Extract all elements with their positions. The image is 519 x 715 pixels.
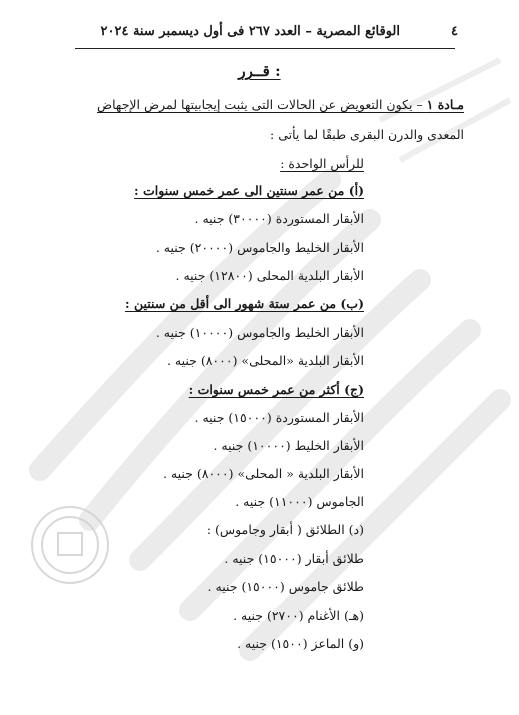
list-item: الأبقار المستوردة (١٥٠٠٠) جنيه . (194, 410, 364, 425)
list-item: الأبقار المستوردة (٣٠٠٠٠) جنيه . (194, 211, 364, 226)
list-item: الجاموس (١١٠٠٠) جنيه . (235, 494, 364, 509)
section-b-title: (ب) من عمر ستة شهور الى أقل من سنتين : (125, 296, 364, 311)
list-item: طلائق أبقار (١٥٠٠٠) جنيه . (224, 551, 364, 566)
list-item: الأبقار البلدية «المحلى» (٨٠٠٠) جنيه . (166, 353, 364, 368)
list-item: طلائق جاموس (١٥٠٠٠) جنيه . (207, 579, 364, 594)
article-label: مـادة ١ (426, 97, 464, 112)
section-e-item: (هـ) الأغنام (٢٧٠٠) جنيه . (233, 608, 364, 623)
article-text: – يكون التعويض عن الحالات التى يثبت إيجابيتها لمرض الإجهاض (97, 97, 427, 112)
decision-heading: قــرر : (238, 62, 281, 80)
seal-stamp (32, 507, 108, 583)
page-number: ٤ (451, 24, 458, 39)
list-item: الأبقار البلدية « المحلى» (٨٠٠٠) جنيه . (162, 466, 364, 481)
section-f-item: (و) الماعز (١٥٠٠) جنيه . (237, 636, 364, 651)
article-second-line: المعدى والدرن البقرى طبقًا لما يأتى : (270, 127, 464, 142)
list-item: الأبقار الخليط والجاموس (٢٠٠٠٠) جنيه . (155, 240, 364, 255)
article-first-line (97, 97, 464, 112)
page-header (60, 22, 460, 44)
per-head-label: للرأس الواحدة : (280, 156, 364, 171)
section-d-title: (د) الطلائق ( أبقار وجاموس) : (206, 522, 364, 537)
header-divider (75, 48, 455, 49)
section-a-title: (أ) من عمر سنتين الى عمر خمس سنوات : (134, 183, 364, 198)
list-item: الأبقار الخليط (١٠٠٠٠) جنيه . (213, 438, 364, 453)
section-c-title: (ج) أكثر من عمر خمس سنوات : (188, 382, 364, 397)
list-item: الأبقار الخليط والجاموس (١٠٠٠٠) جنيه . (155, 325, 364, 340)
header-title: الوقائع المصرية – العدد ٢٦٧ فى أول ديسمبر سنة ٢٠٢٤ (100, 24, 400, 39)
list-item: الأبقار البلدية المحلى (١٢٨٠٠) جنيه . (175, 268, 364, 283)
